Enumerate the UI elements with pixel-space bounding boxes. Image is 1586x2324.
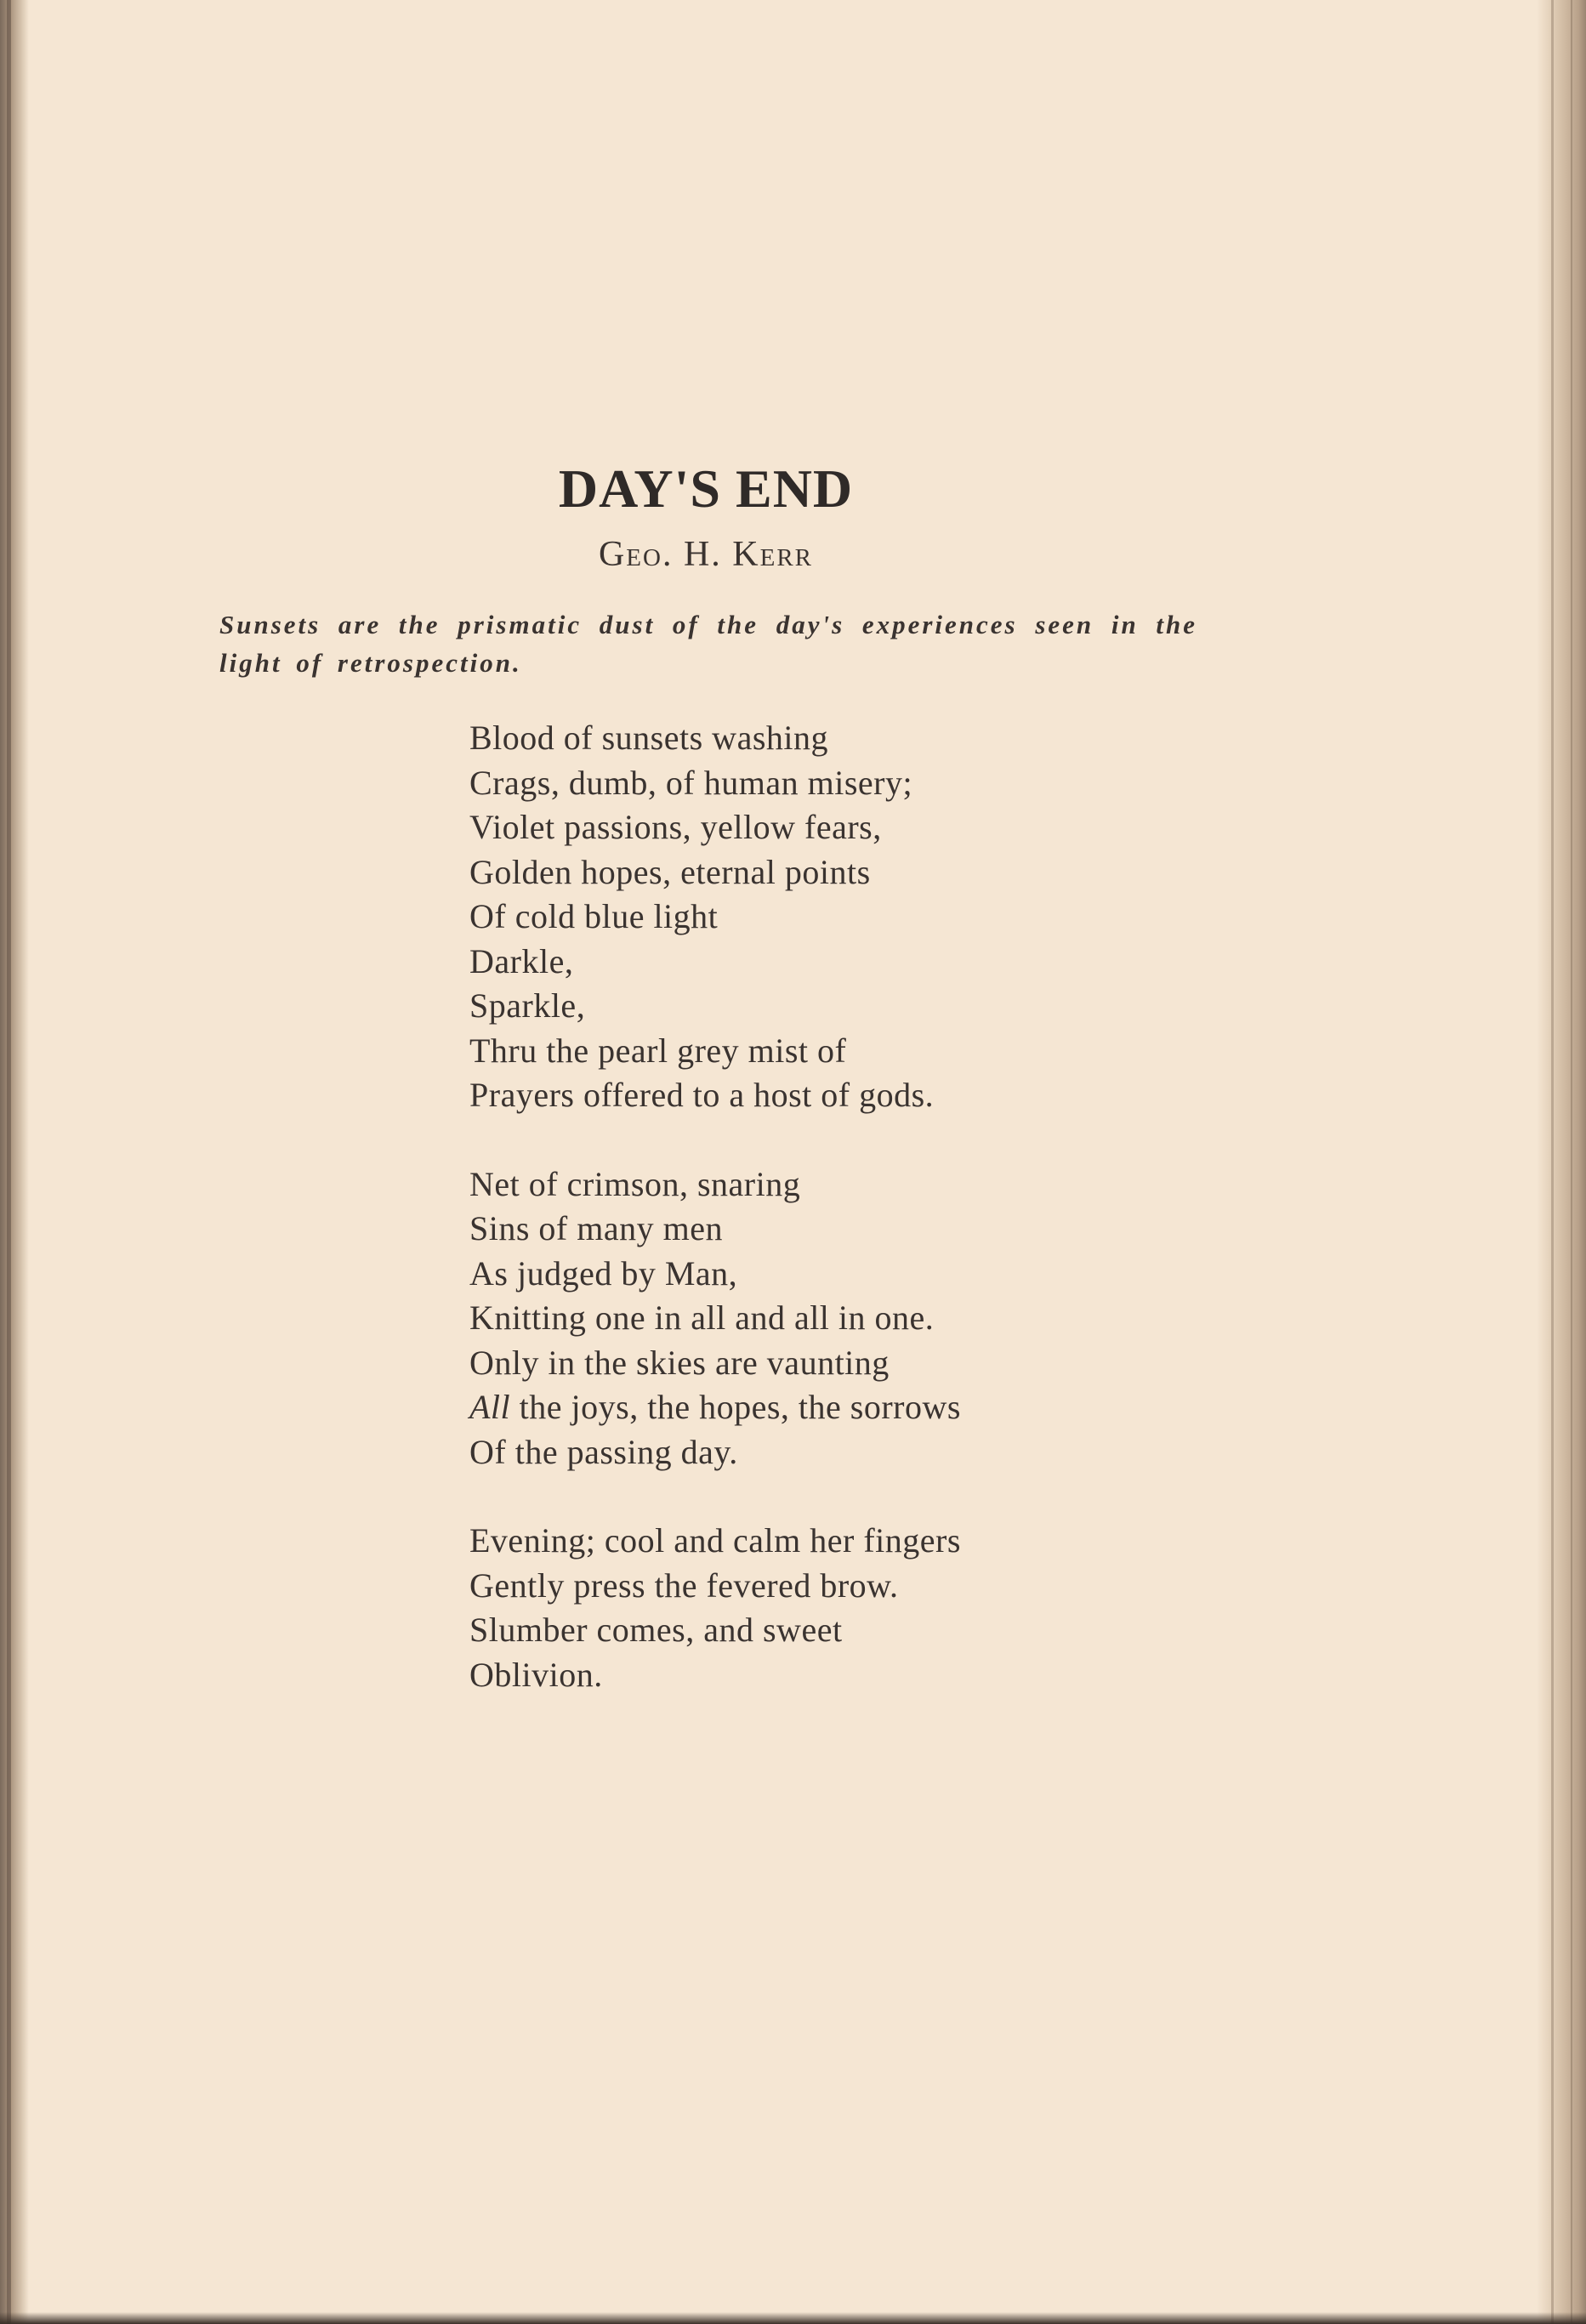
poem-line: Violet passions, yellow fears, [469, 808, 882, 846]
poem-stanza [469, 716, 961, 1118]
poem-author: Geo. H. Kerr [598, 535, 814, 574]
page-gutter-line [7, 0, 11, 2324]
poem-body [469, 716, 961, 1742]
page-fore-edge-line [1551, 0, 1554, 2324]
poem-line-rest: the joys, the hopes, the sorrows [510, 1388, 961, 1426]
poem-line: Oblivion. [469, 1655, 603, 1694]
poem-line: Prayers offered to a host of gods. [469, 1076, 935, 1114]
poem-line: Sins of many men [469, 1209, 723, 1247]
page-fore-edge-line-outer [1571, 0, 1572, 2324]
poem-line: Only in the skies are vaunting [469, 1343, 890, 1382]
poem-line: Darkle, [469, 941, 574, 980]
poem-line: Golden hopes, eternal points [469, 852, 871, 891]
poem-line-italic-word: All [469, 1388, 511, 1426]
poem-line: Gently press the fevered brow. [469, 1565, 899, 1605]
poem-line: Evening; cool and calm her fingers [469, 1521, 961, 1560]
poem-line: Net of crimson, snaring [469, 1164, 801, 1203]
poem-epigraph: Sunsets are the prismatic dust of the day's experiences seen in the light of retrospection. [219, 610, 1197, 678]
poem-stanza [469, 1519, 961, 1697]
page-gutter-shadow [0, 0, 29, 2324]
page-bottom-edge [0, 2312, 1586, 2324]
poem-stanza [469, 1162, 961, 1475]
poem-line: Sparkle, [469, 986, 586, 1025]
poem-title: DAY'S END [558, 458, 854, 519]
poem-line: Slumber comes, and sweet [469, 1611, 843, 1649]
poem-line: Of cold blue light [469, 897, 719, 935]
poem-line: Crags, dumb, of human misery; [469, 763, 913, 802]
poem-line [469, 1385, 961, 1430]
poem-line: Thru the pearl grey mist of [469, 1031, 847, 1070]
page-fore-edge [1537, 0, 1586, 2324]
poem-line: Knitting one in all and all in one. [469, 1298, 935, 1337]
poem-line: Blood of sunsets washing [469, 719, 828, 757]
poem-line: As judged by Man, [469, 1253, 738, 1293]
poem-line: Of the passing day. [469, 1432, 738, 1471]
